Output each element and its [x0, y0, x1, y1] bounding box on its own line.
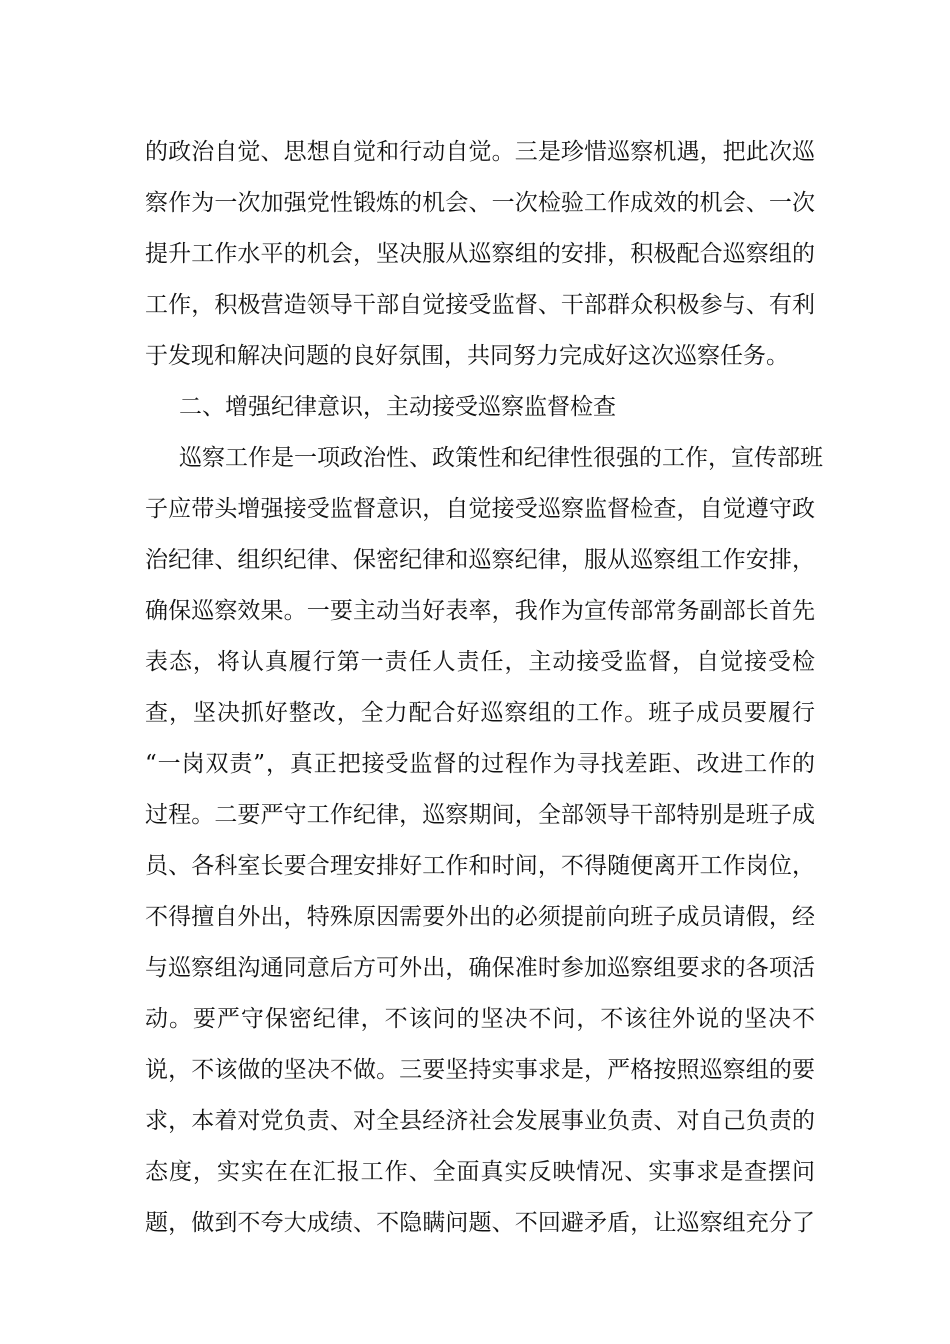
text-line: 不得擅自外出，特殊原因需要外出的必须提前向班子成员请假，经 — [145, 904, 815, 930]
text-line: 子应带头增强接受监督意识，自觉接受巡察监督检查，自觉遵守政 — [145, 496, 815, 522]
text-line: 态度，实实在在汇报工作、全面真实反映情况、实事求是查摆问 — [145, 1159, 815, 1185]
text-line: 提升工作水平的机会，坚决服从巡察组的安排，积极配合巡察组的 — [145, 241, 815, 267]
text-line: 于发现和解决问题的良好氛围，共同努力完成好这次巡察任务。 — [145, 343, 789, 369]
text-line: “一岗双责”，真正把接受监督的过程作为寻找差距、改进工作的 — [145, 751, 815, 777]
text-line: 工作，积极营造领导干部自觉接受监督、干部群众积极参与、有利 — [145, 292, 815, 318]
text-line: 求，本着对党负责、对全县经济社会发展事业负责、对自己负责的 — [145, 1108, 815, 1134]
text-line: 与巡察组沟通同意后方可外出，确保准时参加巡察组要求的各项活 — [145, 955, 815, 981]
text-line: 员、各科室长要合理安排好工作和时间，不得随便离开工作岗位， — [145, 853, 815, 879]
text-line: 说，不该做的坚决不做。三要坚持实事求是，严格按照巡察组的要 — [145, 1057, 815, 1083]
section-heading: 二、增强纪律意识，主动接受巡察监督检查 — [179, 394, 616, 420]
text-line: 治纪律、组织纪律、保密纪律和巡察纪律，服从巡察组工作安排， — [145, 547, 815, 573]
text-line: 动。要严守保密纪律，不该问的坚决不问，不该往外说的坚决不 — [145, 1006, 815, 1032]
text-line: 察作为一次加强党性锻炼的机会、一次检验工作成效的机会、一次 — [145, 190, 815, 216]
text-line: 过程。二要严守工作纪律，巡察期间，全部领导干部特别是班子成 — [145, 802, 815, 828]
text-line: 表态，将认真履行第一责任人责任，主动接受监督，自觉接受检 — [145, 649, 815, 675]
text-line: 题，做到不夸大成绩、不隐瞒问题、不回避矛盾，让巡察组充分了 — [145, 1210, 815, 1236]
text-line: 确保巡察效果。一要主动当好表率，我作为宣传部常务副部长首先 — [145, 598, 815, 624]
text-line: 查，坚决抓好整改，全力配合好巡察组的工作。班子成员要履行 — [145, 700, 815, 726]
text-line: 的政治自觉、思想自觉和行动自觉。三是珍惜巡察机遇，把此次巡 — [145, 139, 815, 165]
text-line: 巡察工作是一项政治性、政策性和纪律性很强的工作，宣传部班 — [179, 445, 823, 471]
